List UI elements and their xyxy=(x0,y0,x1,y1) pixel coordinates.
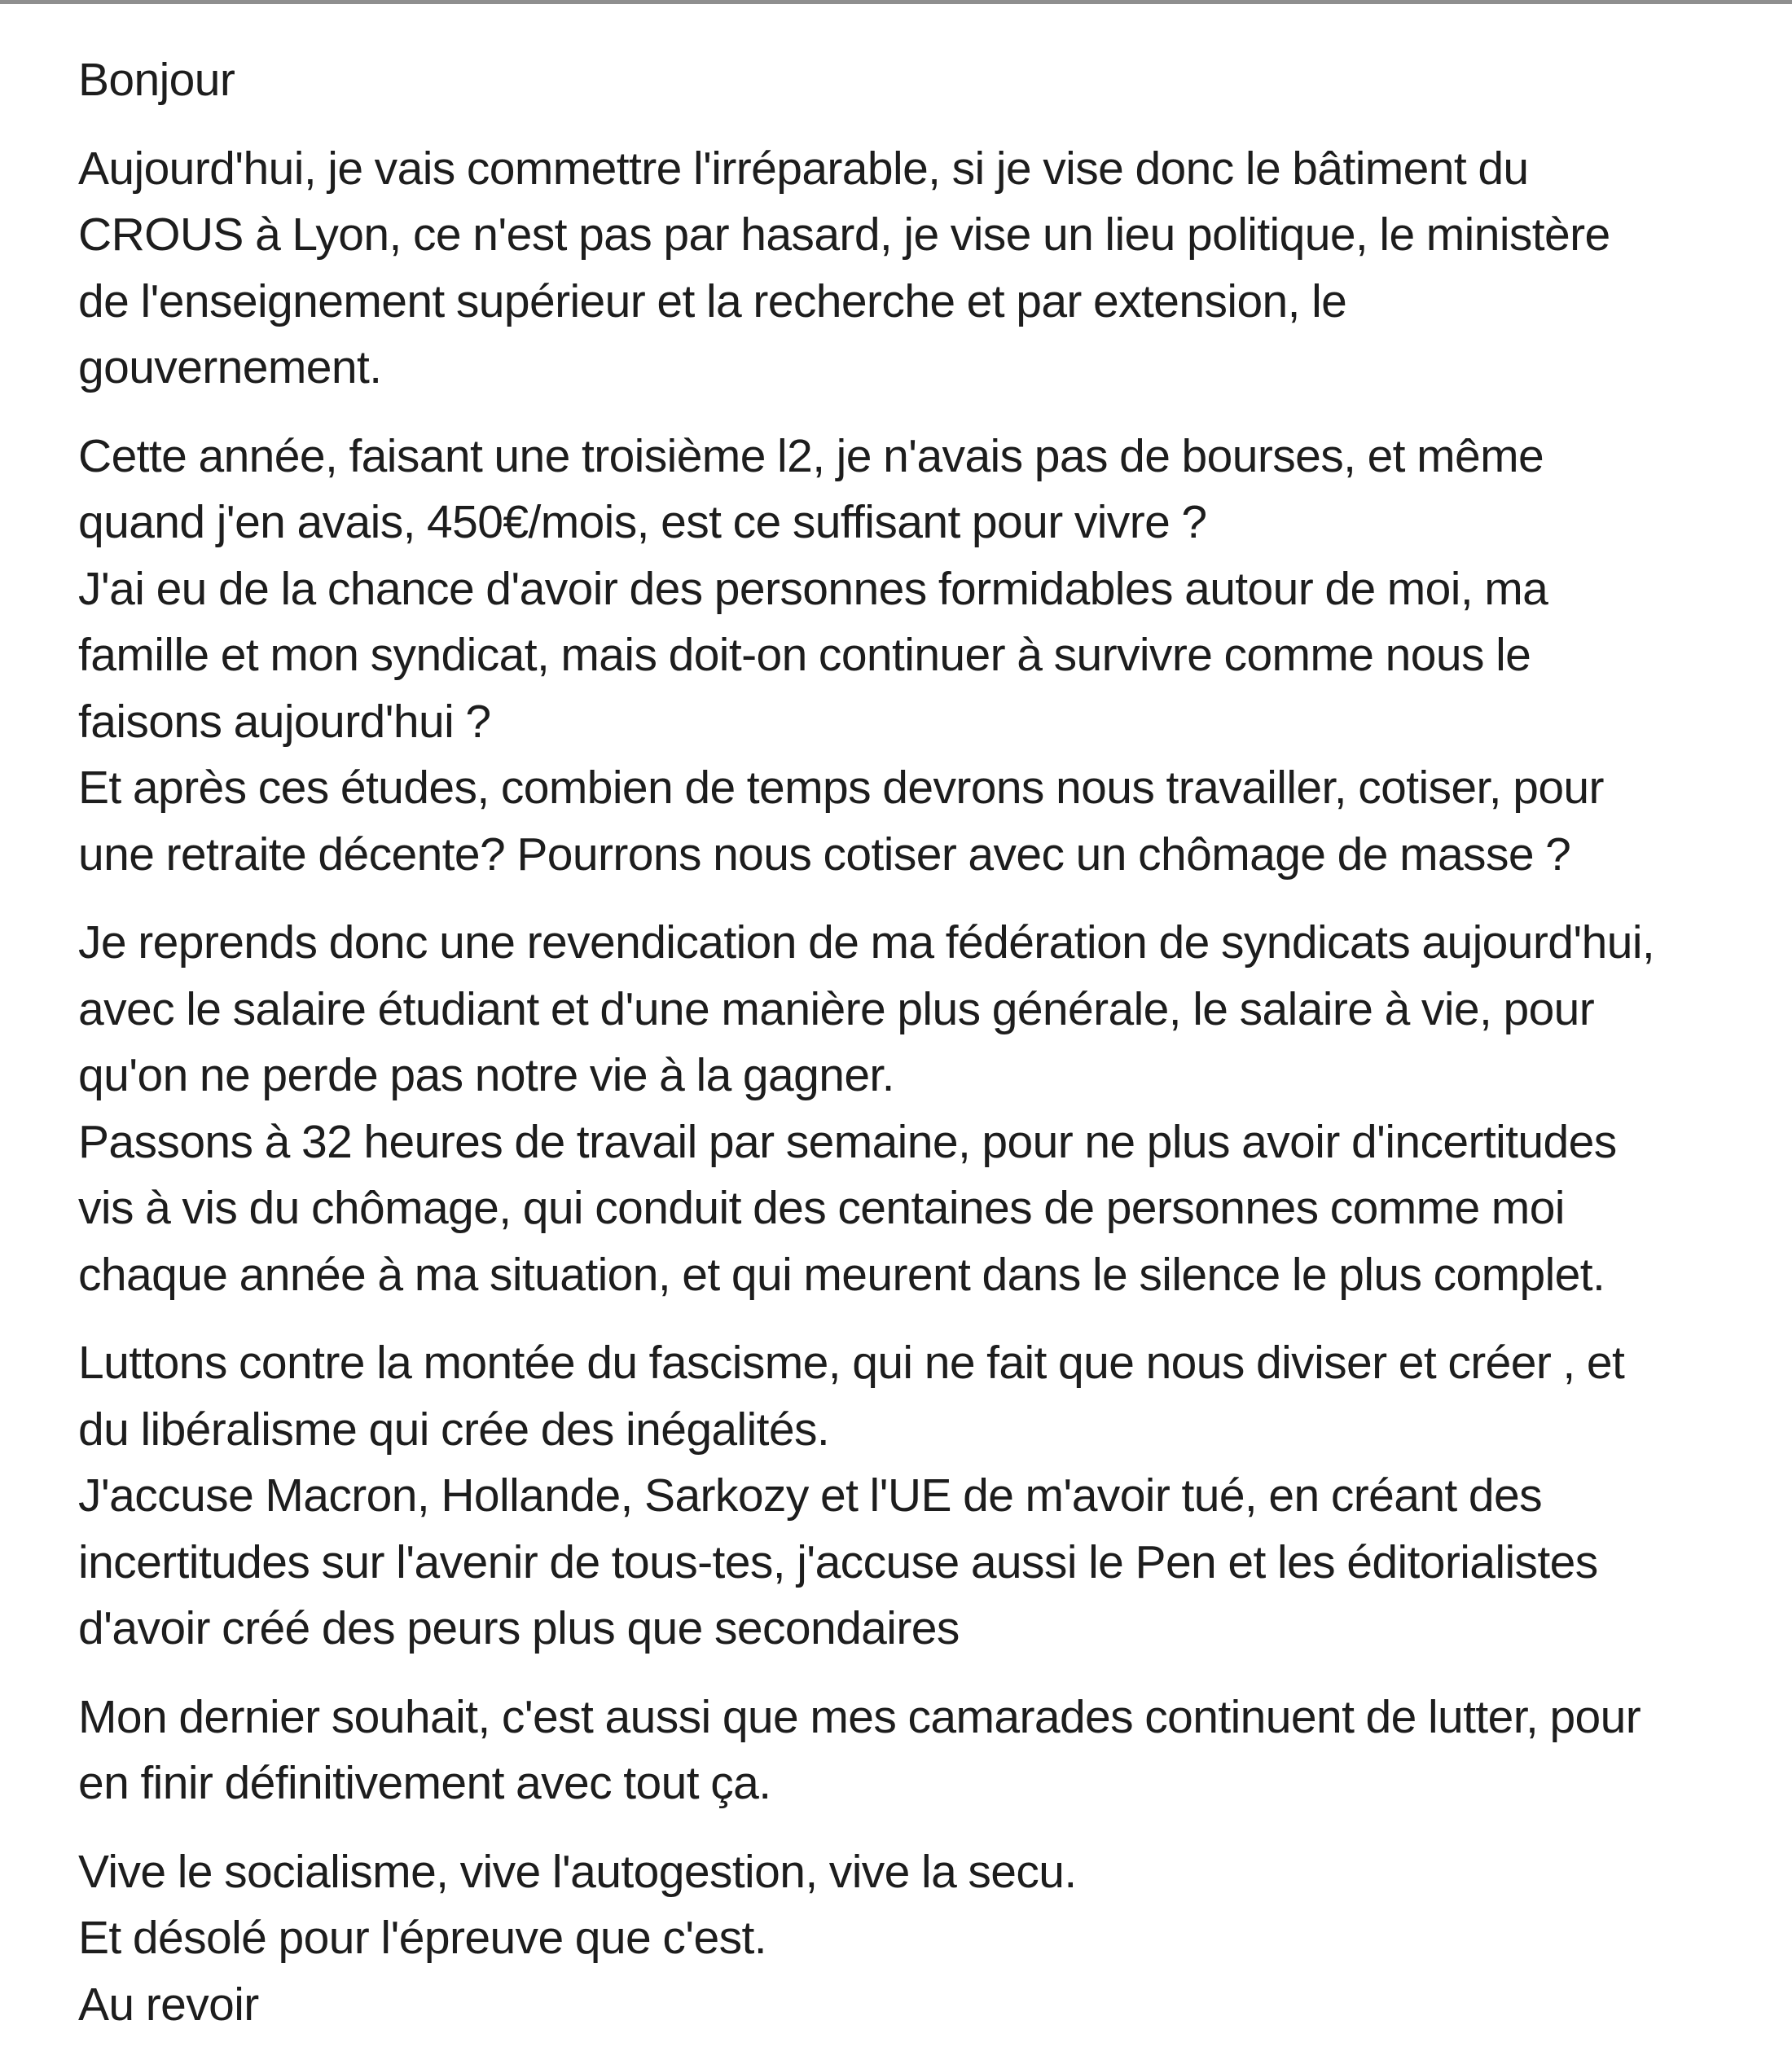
paragraph-line: faisons aujourd'hui ? xyxy=(78,695,491,748)
paragraph-line: avec le salaire étudiant et d'une manière plus générale, le salaire à vie, pour xyxy=(78,982,1595,1035)
paragraph-line: incertitudes sur l'avenir de tous-tes, j'accuse aussi le Pen et les éditorialistes xyxy=(78,1535,1598,1588)
paragraph-line: Luttons contre la montée du fascisme, qui ne fait que nous diviser et créer , et xyxy=(78,1337,1625,1389)
paragraph-line: qu'on ne perde pas notre vie à la gagner. xyxy=(78,1049,894,1101)
paragraph-3 xyxy=(78,910,1789,1308)
closing-line: Vive le socialisme, vive l'autogestion, vive la secu. xyxy=(78,1845,1077,1898)
closing-line: Et désolé pour l'épreuve que c'est. xyxy=(78,1912,766,1964)
greeting-paragraph xyxy=(78,47,1789,114)
paragraph-line: Mon dernier souhait, c'est aussi que mes camarades continuent de lutter, pour xyxy=(78,1690,1641,1743)
paragraph-line: Je reprends donc une revendication de ma fédération de syndicats aujourd'hui, xyxy=(78,916,1655,969)
top-border xyxy=(0,0,1792,4)
paragraph-line: gouvernement. xyxy=(78,341,382,393)
paragraph-line: chaque année à ma situation, et qui meurent dans le silence le plus complet. xyxy=(78,1248,1605,1301)
paragraph-line: du libéralisme qui crée des inégalités. xyxy=(78,1403,830,1456)
paragraph-5 xyxy=(78,1684,1789,1817)
paragraph-line: vis à vis du chômage, qui conduit des centaines de personnes comme moi xyxy=(78,1182,1565,1234)
paragraph-line: CROUS à Lyon, ce n'est pas par hasard, je vise un lieu politique, le ministère xyxy=(78,209,1610,261)
paragraph-line: J'ai eu de la chance d'avoir des personnes formidables autour de moi, ma xyxy=(78,562,1548,615)
paragraph-2 xyxy=(78,424,1789,889)
greeting: Bonjour xyxy=(78,54,235,106)
paragraph-line: en finir définitivement avec tout ça. xyxy=(78,1757,771,1809)
paragraph-line: Cette année, faisant une troisième l2, je n'avais pas de bourses, et même xyxy=(78,429,1544,482)
paragraph-line: une retraite décente? Pourrons nous cotiser avec un chômage de masse ? xyxy=(78,828,1571,881)
paragraph-line: Et après ces études, combien de temps devrons nous travailler, cotiser, pour xyxy=(78,762,1604,814)
closing-paragraph xyxy=(78,1839,1789,2039)
paragraph-line: de l'enseignement supérieur et la recherche et par extension, le xyxy=(78,275,1347,327)
paragraph-line: Passons à 32 heures de travail par semaine, pour ne plus avoir d'incertitudes xyxy=(78,1115,1617,1168)
paragraph-line: Aujourd'hui, je vais commettre l'irréparable, si je vise donc le bâtiment du xyxy=(78,142,1529,195)
paragraph-line: J'accuse Macron, Hollande, Sarkozy et l'UE de m'avoir tué, en créant des xyxy=(78,1469,1542,1522)
sign-off: Au revoir xyxy=(78,1978,259,2031)
paragraph-1 xyxy=(78,136,1789,402)
letter-document xyxy=(78,47,1789,2060)
paragraph-line: famille et mon syndicat, mais doit-on continuer à survivre comme nous le xyxy=(78,629,1531,681)
paragraph-4 xyxy=(78,1330,1789,1662)
paragraph-line: d'avoir créé des peurs plus que secondaires xyxy=(78,1602,960,1654)
paragraph-line: quand j'en avais, 450€/mois, est ce suffisant pour vivre ? xyxy=(78,496,1207,548)
